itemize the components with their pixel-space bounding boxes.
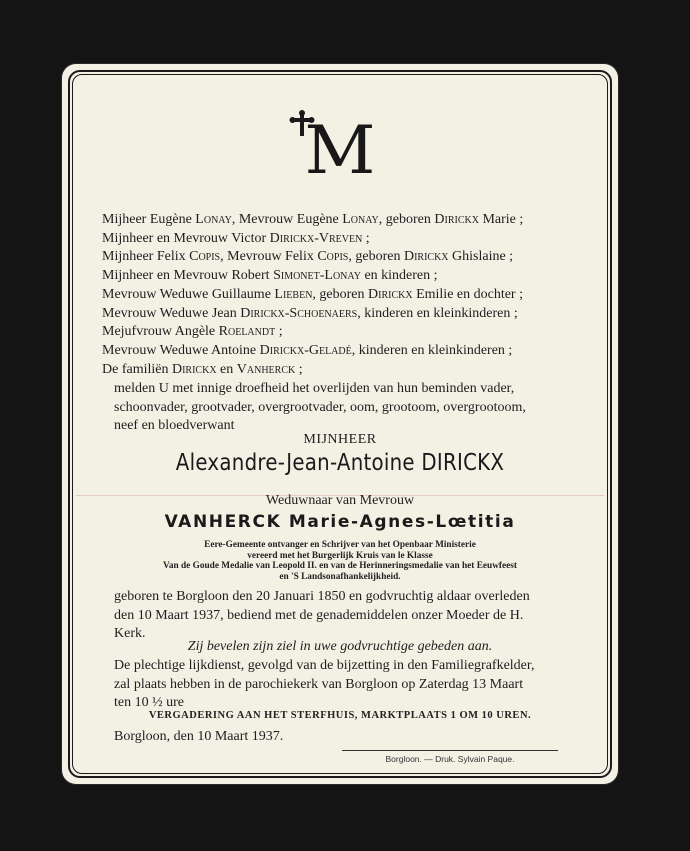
relative-line: Mijheer Eugène Lonay, Mevrouw Eugène Lonay, geboren Dirickx Marie ; [102, 212, 524, 227]
funeral-line: De plechtige lijkdienst, gevolgd van de bijzetting in den Familiegrafkelder, [114, 658, 535, 673]
funeral-line: ten 10 ½ ure [114, 695, 184, 711]
funeral-info [114, 657, 584, 713]
honour-line: Van de Goude Medalie van Leopold II. en van de Herinneringsmedalie van het Eeuwfeest [163, 561, 517, 572]
death-notice [114, 380, 584, 436]
notice-line: melden U met innige droefheid het overlijden van hun beminden vader, [114, 381, 515, 396]
notice-line: neef en bloedverwant [114, 418, 235, 434]
born-line: geboren te Borgloon den 20 Januari 1850 en godvruchtig aldaar overleden [114, 589, 530, 604]
place-date: Borgloon, den 10 Maart 1937. [114, 729, 284, 744]
printer-credit: Borgloon. — Druk. Sylvain Paque. [385, 754, 515, 764]
relative-line: Mijnheer en Mevrouw Victor Dirickx-Vreven ; [102, 230, 370, 246]
relatives-list [102, 211, 602, 379]
honorific-title: MIJNHEER [303, 432, 377, 447]
relative-line: Mejufvrouw Angèle Roelandt ; [102, 324, 283, 340]
born-line: Kerk. [114, 626, 146, 642]
relative-line: Mevrouw Weduwe Jean Dirickx-Schoenaers, kinderen en kleinkinderen ; [102, 305, 518, 321]
gathering-notice: VERGADERING AAN HET STERFHUIS, MARKTPLAATS 1 OM 10 UREN. [148, 710, 532, 721]
relative-line: De familiën Dirickx en Vanherck ; [102, 361, 303, 377]
born-line: den 10 Maart 1937, bediend met de genademiddelen onzer Moeder de H. [114, 607, 524, 623]
wife-name: VANHERCK Marie-Agnes-Lœtitia [164, 512, 516, 532]
widower-text: Weduwnaar van Mevrouw [265, 493, 415, 508]
honour-line: vereerd met het Burgerlijk Kruis van le Klasse [247, 550, 433, 561]
prayer-line: Zij bevelen zijn ziel in uwe godvruchtige gebeden aan. [187, 639, 493, 654]
monogram-letter: M [304, 112, 376, 189]
mourning-card [62, 64, 618, 784]
deceased-name: Alexandre-Jean-Antoine DIRICKX [175, 450, 505, 476]
honour-line: en 'S Landsonafhankelijkheid. [279, 571, 401, 582]
honour-line: Eere-Gemeente ontvanger en Schrijver van het Openbaar Ministerie [204, 540, 476, 550]
relative-line: Mijnheer Felix Copis, Mevrouw Felix Copis, geboren Dirickx Ghislaine ; [102, 249, 514, 265]
relative-line: Mijnheer en Mevrouw Robert Simonet-Lonay en kinderen ; [102, 268, 438, 284]
notice-line: schoonvader, grootvader, overgrootvader, oom, grootoom, overgrootoom, [114, 399, 526, 415]
relative-line: Mevrouw Weduwe Antoine Dirickx-Geladé, kinderen en kleinkinderen ; [102, 342, 513, 358]
printer-divider [342, 750, 558, 751]
relative-line: Mevrouw Weduwe Guillaume Lieben, geboren Dirickx Emilie en dochter ; [102, 286, 523, 302]
birth-death-text [114, 588, 584, 644]
honours-block [62, 540, 618, 582]
funeral-line: zal plaats hebben in de parochiekerk van Borgloon op Zaterdag 13 Maart [114, 676, 524, 692]
